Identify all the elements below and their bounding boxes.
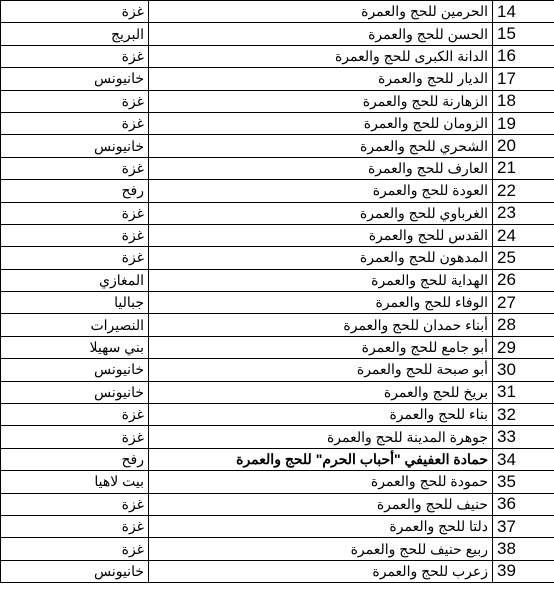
city-cell[interactable]: بني سهيلا [1, 336, 149, 358]
company-cell[interactable]: حمودة للحج والعمرة [149, 471, 493, 493]
number-cell[interactable]: 36 [493, 493, 554, 515]
city-cell[interactable]: غزة [1, 112, 149, 134]
company-cell[interactable]: العودة للحج والعمرة [149, 180, 493, 202]
number-cell[interactable]: 16 [493, 45, 554, 67]
company-cell[interactable]: الزهارنة للحج والعمرة [149, 90, 493, 112]
company-cell[interactable]: الغرباوي للحج والعمرة [149, 202, 493, 224]
city-cell[interactable]: بيت لاهيا [1, 471, 149, 493]
company-cell[interactable]: الشحري للحج والعمرة [149, 135, 493, 157]
table-row [1, 426, 554, 448]
company-cell[interactable]: الهداية للحج والعمرة [149, 269, 493, 291]
table-row [1, 112, 554, 134]
number-cell[interactable]: 20 [493, 135, 554, 157]
table-row [1, 1, 554, 23]
number-cell[interactable]: 24 [493, 224, 554, 246]
table-row [1, 135, 554, 157]
table-row [1, 538, 554, 560]
number-cell[interactable]: 29 [493, 336, 554, 358]
city-cell[interactable]: غزة [1, 202, 149, 224]
company-cell[interactable]: دلتا للحج والعمرة [149, 515, 493, 537]
number-cell[interactable]: 30 [493, 359, 554, 381]
city-cell[interactable]: غزة [1, 224, 149, 246]
table-row [1, 23, 554, 45]
company-cell[interactable]: الوفاء للحج والعمرة [149, 292, 493, 314]
company-cell[interactable]: زعرب للحج والعمرة [149, 560, 493, 582]
number-cell[interactable]: 32 [493, 404, 554, 426]
number-cell[interactable]: 17 [493, 68, 554, 90]
table-row [1, 560, 554, 582]
table-row [1, 404, 554, 426]
city-cell[interactable]: جباليا [1, 292, 149, 314]
table-row [1, 68, 554, 90]
company-cell[interactable]: المدهون للحج والعمرة [149, 247, 493, 269]
city-cell[interactable]: غزة [1, 157, 149, 179]
company-cell[interactable]: أبناء حمدان للحج والعمرة [149, 314, 493, 336]
number-cell[interactable]: 15 [493, 23, 554, 45]
company-cell[interactable]: بناء للحج والعمرة [149, 404, 493, 426]
number-cell[interactable]: 27 [493, 292, 554, 314]
table-row [1, 359, 554, 381]
city-cell[interactable]: البريج [1, 23, 149, 45]
table-row [1, 224, 554, 246]
city-cell[interactable]: رفح [1, 180, 149, 202]
table-row [1, 292, 554, 314]
company-cell[interactable]: حمادة العفيفي "أحباب الحرم" للحج والعمرة [149, 448, 493, 470]
city-cell[interactable]: غزة [1, 404, 149, 426]
company-cell[interactable]: الزومان للحج والعمرة [149, 112, 493, 134]
number-cell[interactable]: 23 [493, 202, 554, 224]
city-cell[interactable]: خانيونس [1, 68, 149, 90]
number-cell[interactable]: 39 [493, 560, 554, 582]
number-cell[interactable]: 28 [493, 314, 554, 336]
city-cell[interactable]: المغازي [1, 269, 149, 291]
table-row [1, 471, 554, 493]
city-cell[interactable]: غزة [1, 538, 149, 560]
table-row [1, 157, 554, 179]
table-row [1, 381, 554, 403]
city-cell[interactable]: غزة [1, 45, 149, 67]
table-row [1, 515, 554, 537]
city-cell[interactable]: خانيونس [1, 359, 149, 381]
city-cell[interactable]: غزة [1, 90, 149, 112]
company-cell[interactable]: الحسن للحج والعمرة [149, 23, 493, 45]
city-cell[interactable]: غزة [1, 493, 149, 515]
company-cell[interactable]: القدس للحج والعمرة [149, 224, 493, 246]
table-row [1, 202, 554, 224]
company-cell[interactable]: العارف للحج والعمرة [149, 157, 493, 179]
company-cell[interactable]: جوهرة المدينة للحج والعمرة [149, 426, 493, 448]
table-row [1, 314, 554, 336]
table-body [1, 1, 554, 583]
table-row [1, 180, 554, 202]
number-cell[interactable]: 34 [493, 448, 554, 470]
table-row [1, 90, 554, 112]
table-row [1, 269, 554, 291]
company-cell[interactable]: الديار للحج والعمرة [149, 68, 493, 90]
number-cell[interactable]: 37 [493, 515, 554, 537]
number-cell[interactable]: 38 [493, 538, 554, 560]
city-cell[interactable]: غزة [1, 426, 149, 448]
table-row [1, 493, 554, 515]
company-cell[interactable]: الحرمين للحج والعمرة [149, 1, 493, 23]
company-cell[interactable]: أبو جامع للحج والعمرة [149, 336, 493, 358]
city-cell[interactable]: غزة [1, 247, 149, 269]
company-cell[interactable]: أبو صبحة للحج والعمرة [149, 359, 493, 381]
city-cell[interactable]: غزة [1, 1, 149, 23]
city-cell[interactable]: خانيونس [1, 135, 149, 157]
number-cell[interactable]: 18 [493, 90, 554, 112]
number-cell[interactable]: 35 [493, 471, 554, 493]
number-cell[interactable]: 22 [493, 180, 554, 202]
table-row [1, 247, 554, 269]
number-cell[interactable]: 33 [493, 426, 554, 448]
number-cell[interactable]: 14 [493, 1, 554, 23]
table-row [1, 45, 554, 67]
number-cell[interactable]: 19 [493, 112, 554, 134]
table-row [1, 336, 554, 358]
number-cell[interactable]: 31 [493, 381, 554, 403]
city-cell[interactable]: غزة [1, 515, 149, 537]
city-cell[interactable]: رفح [1, 448, 149, 470]
city-cell[interactable]: خانيونس [1, 560, 149, 582]
city-cell[interactable]: خانيونس [1, 381, 149, 403]
company-cell[interactable]: حنيف للحج والعمرة [149, 493, 493, 515]
number-cell[interactable]: 25 [493, 247, 554, 269]
city-cell[interactable]: النصيرات [1, 314, 149, 336]
company-cell[interactable]: ربيع حنيف للحج والعمرة [149, 538, 493, 560]
number-cell[interactable]: 21 [493, 157, 554, 179]
company-cell[interactable]: بريخ للحج والعمرة [149, 381, 493, 403]
number-cell[interactable]: 26 [493, 269, 554, 291]
table-row [1, 448, 554, 470]
company-cell[interactable]: الدانة الكبرى للحج والعمرة [149, 45, 493, 67]
